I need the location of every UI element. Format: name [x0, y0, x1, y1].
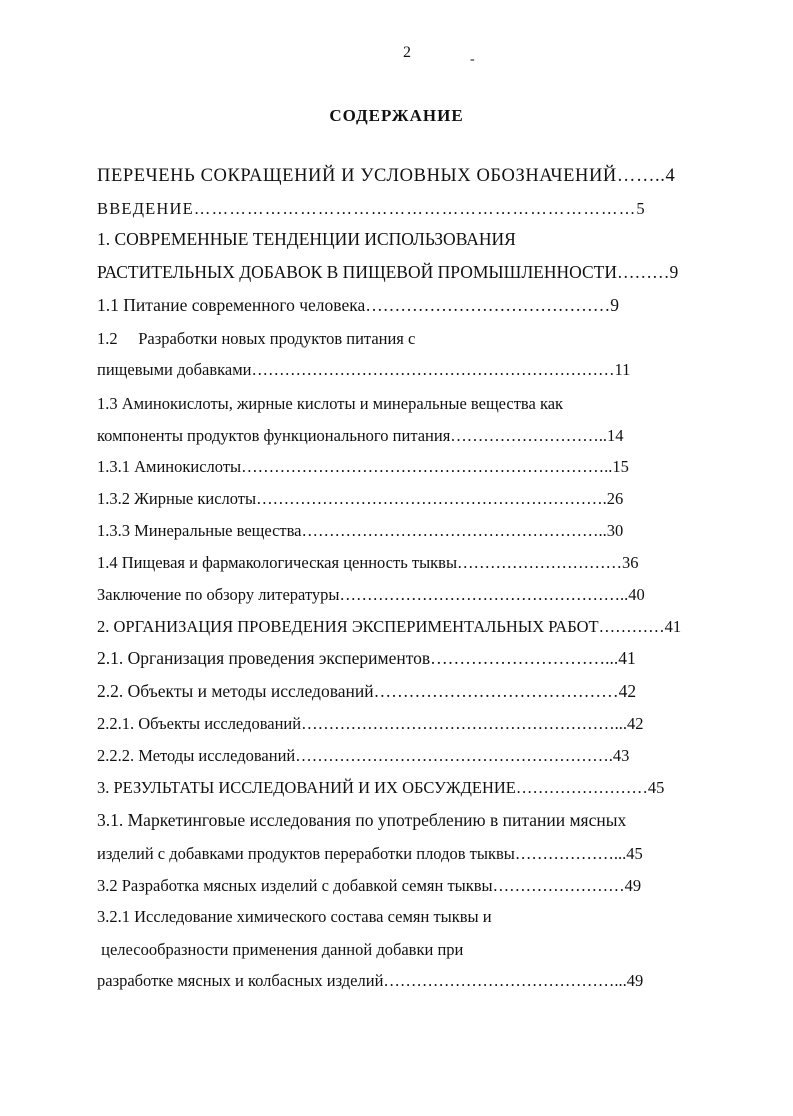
toc-entry-2-2-2: 2.2.2. Методы исследований………………………………………………….43 — [97, 746, 630, 765]
toc-entry-1-3-3: 1.3.3 Минеральные вещества………………………………………………..30 — [97, 521, 624, 540]
toc-entry-chapter-1-line-2: РАСТИТЕЛЬНЫХ ДОБАВОК В ПИЩЕВОЙ ПРОМЫШЛЕННОСТИ………9 — [97, 262, 679, 282]
toc-entry-chapter-1-line-1: 1. СОВРЕМЕННЫЕ ТЕНДЕНЦИИ ИСПОЛЬЗОВАНИЯ — [97, 229, 516, 249]
toc-entry-chapter-3: 3. РЕЗУЛЬТАТЫ ИССЛЕДОВАНИЙ И ИХ ОБСУЖДЕНИЕ……………………45 — [97, 778, 665, 797]
document-title: СОДЕРЖАНИЕ — [329, 106, 464, 125]
toc-entry-2-2: 2.2. Объекты и методы исследований……………………………………42 — [97, 681, 637, 701]
toc-entry-introduction: ВВЕДЕНИЕ…………………………………………………………………5 — [97, 199, 646, 218]
toc-entry-1-3-1: 1.3.1 Аминокислоты…………………………………………………………..15 — [97, 457, 629, 476]
toc-entry-3-2: 3.2 Разработка мясных изделий с добавкой семян тыквы……………………49 — [97, 876, 642, 895]
page-mark: - — [470, 52, 475, 67]
toc-entry-1-3-2: 1.3.2 Жирные кислоты……………………………………………………….26 — [97, 489, 624, 508]
toc-entry-1-3-line-2: компоненты продуктов функционального питания………………………..14 — [97, 426, 624, 445]
toc-entry-1-2-line-2: пищевыми добавками…………………………………………………………11 — [97, 360, 631, 379]
toc-entry-3-1-line-1: 3.1. Маркетинговые исследования по употреблению в питании мясных — [97, 810, 627, 830]
toc-entry-3-2-1-line-1: 3.2.1 Исследование химического состава семян тыквы и — [97, 907, 492, 926]
toc-entry-1-1: 1.1 Питание современного человека……………………………………9 — [97, 295, 619, 315]
toc-entry-2-1: 2.1. Организация проведения экспериментов…………………………...41 — [97, 648, 636, 668]
page-number: 2 — [403, 44, 411, 61]
toc-entry-abbreviations: ПЕРЕЧЕНЬ СОКРАЩЕНИЙ И УСЛОВНЫХ ОБОЗНАЧЕНИЙ……..4 — [97, 166, 676, 186]
toc-entry-3-2-1-line-2: целесообразности применения данной добавки при — [97, 940, 464, 959]
toc-entry-chapter-2: 2. ОРГАНИЗАЦИЯ ПРОВЕДЕНИЯ ЭКСПЕРИМЕНТАЛЬНЫХ РАБОТ…………41 — [97, 617, 682, 636]
toc-entry-1-4: 1.4 Пищевая и фармакологическая ценность тыквы…………………………36 — [97, 553, 639, 572]
toc-entry-1-3-line-1: 1.3 Аминокислоты, жирные кислоты и минеральные вещества как — [97, 394, 564, 413]
toc-entry-3-1-line-2: изделий с добавками продуктов переработки плодов тыквы………………...45 — [97, 844, 643, 863]
toc-entry-2-2-1: 2.2.1. Объекты исследований…………………………………………………...42 — [97, 714, 644, 733]
toc-entry-3-2-1-line-3: разработке мясных и колбасных изделий……………………………………...49 — [97, 971, 644, 990]
toc-entry-conclusion: Заключение по обзору литературы……………………………………………..40 — [97, 585, 645, 604]
toc-entry-1-2-line-1: 1.2 Разработки новых продуктов питания с — [97, 329, 416, 348]
